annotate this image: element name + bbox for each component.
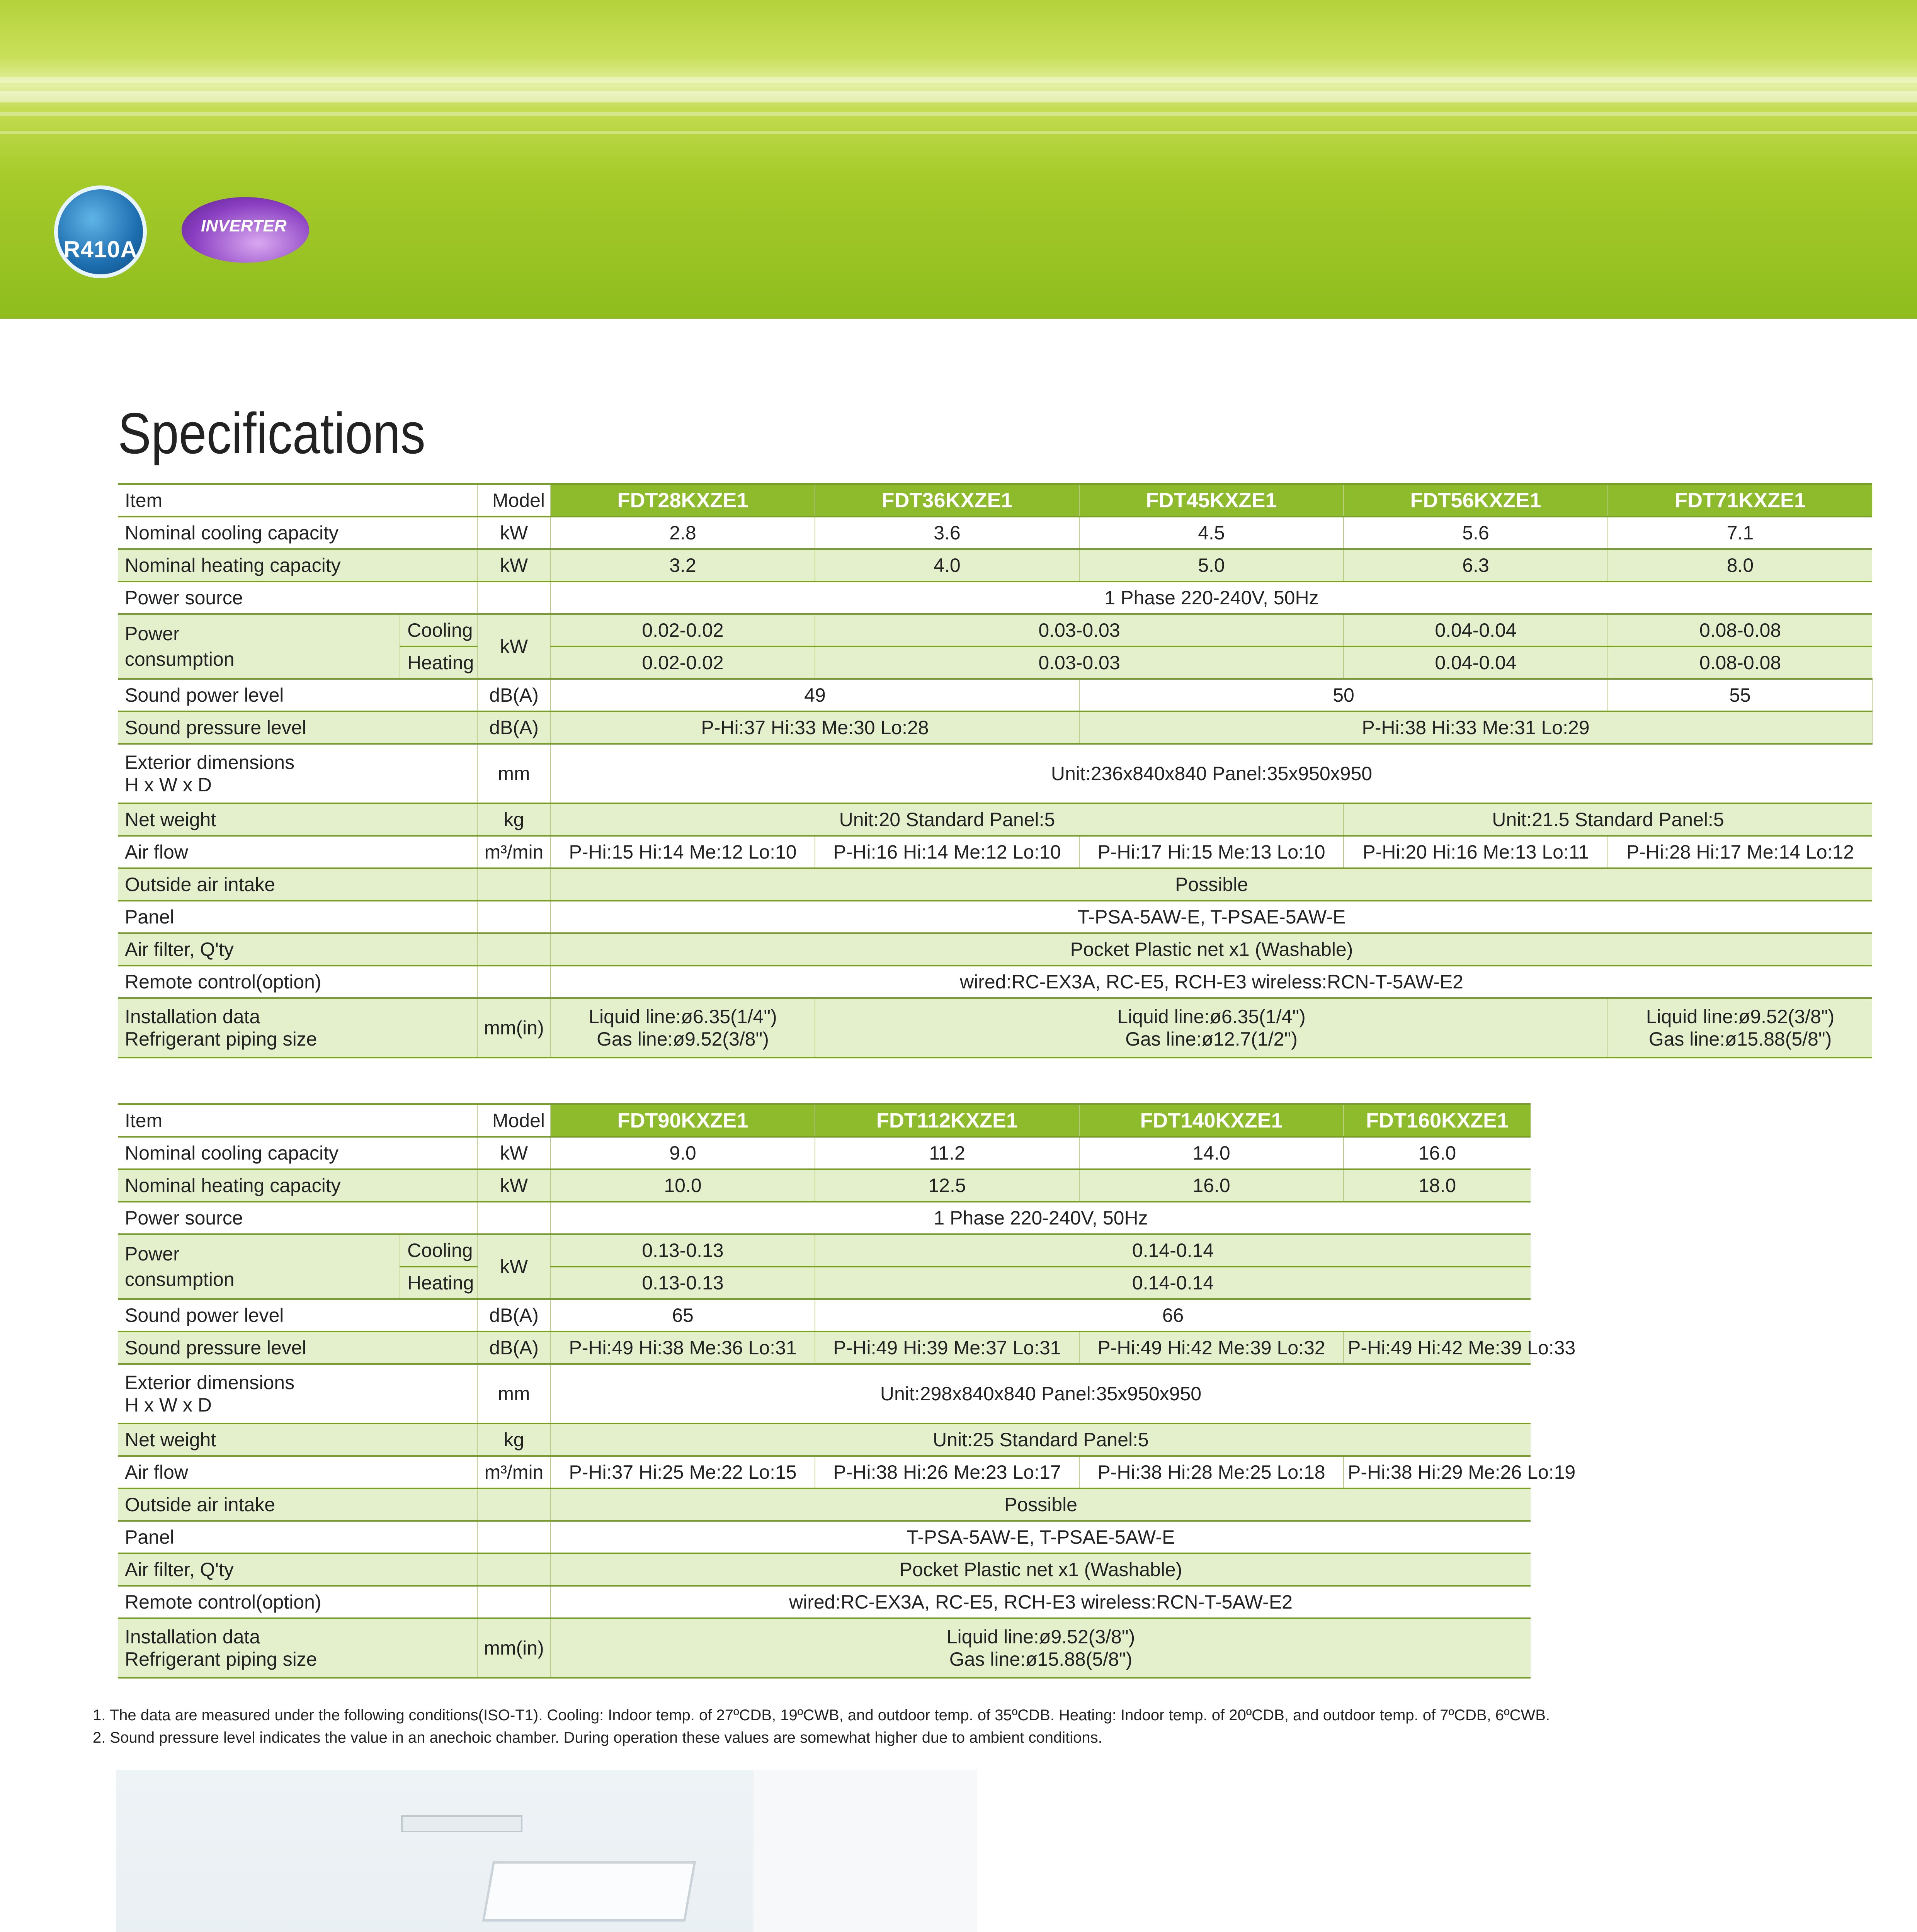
table-row: Heating 0.13-0.13 0.14-0.14: [118, 1267, 1531, 1299]
banner-streak: [0, 112, 1917, 116]
table-row: Remote control(option) wired:RC-EX3A, RC-E5, RCH-E3 wireless:RCN-T-5AW-E2: [118, 966, 1872, 998]
table-row: Net weight kg Unit:25 Standard Panel:5: [118, 1423, 1531, 1456]
page-title: Specifications: [118, 401, 425, 466]
table-row: Net weight kg Unit:20 Standard Panel:5 Unit:21.5 Standard Panel:5: [118, 803, 1872, 836]
model-header: FDT112KXZE1: [815, 1104, 1079, 1137]
table-row: Air flow m³/min P-Hi:15 Hi:14 Me:12 Lo:10 P-Hi:16 Hi:14 Me:12 Lo:10 P-Hi:17 Hi:15 Me:13 Lo:10 P-Hi:20 Hi:16 Me:13 Lo:11 P-Hi:28 Hi:17 Me:14 Lo:12: [118, 836, 1872, 868]
table-row: Heating 0.02-0.02 0.03-0.03 0.04-0.04 0.08-0.08: [118, 646, 1872, 679]
table-row: Air filter, Q'ty Pocket Plastic net x1 (Washable): [118, 1553, 1531, 1586]
table-row: Nominal heating capacity kW 10.0 12.5 16.0 18.0: [118, 1169, 1531, 1202]
table-row: Outside air intake Possible: [118, 868, 1872, 901]
table-row: Power consumption Cooling kW 0.02-0.02 0.03-0.03 0.04-0.04 0.08-0.08: [118, 614, 1872, 646]
model-header: FDT140KXZE1: [1079, 1104, 1344, 1137]
table-row: Installation data Refrigerant piping size mm(in) Liquid line:ø6.35(1/4") Gas line:ø9.52(3/8") Liquid line:ø6.35(1/4") Gas line:ø12.7(1/2") Liquid line:ø9.52(3/8") Gas line:ø15.88(5/8"): [118, 998, 1872, 1058]
spec-table-1: [118, 483, 1872, 1058]
model-header: FDT36KXZE1: [815, 484, 1079, 517]
table-row: Installation data Refrigerant piping size mm(in) Liquid line:ø9.52(3/8") Gas line:ø15.88(5/8"): [118, 1618, 1531, 1678]
banner-streak: [0, 77, 1917, 83]
footnote: 1. The data are measured under the following conditions(ISO-T1). Cooling: Indoor temp. of 27ºCDB, 19ºCWB, and outdoor temp. of 35ºCDB. Heating: Indoor temp. of 20ºCDB, and outdoor temp. of 7ºCDB, 6ºCWB.: [93, 1707, 1550, 1724]
footnotes: [93, 1704, 1550, 1749]
store-interior-illustration: [116, 1770, 977, 1932]
table-row: Item Model FDT90KXZE1 FDT112KXZE1 FDT140KXZE1 FDT160KXZE1: [118, 1104, 1531, 1137]
footnote: 2. Sound pressure level indicates the value in an anechoic chamber. During operation these values are somewhat higher due to ambient conditions.: [93, 1729, 1102, 1746]
table-row: Air filter, Q'ty Pocket Plastic net x1 (Washable): [118, 933, 1872, 966]
table-row: Power source 1 Phase 220-240V, 50Hz: [118, 582, 1872, 614]
table-row: Panel T-PSA-5AW-E, T-PSAE-5AW-E: [118, 901, 1872, 933]
model-header: FDT28KXZE1: [551, 484, 815, 517]
table-row: Remote control(option) wired:RC-EX3A, RC-E5, RCH-E3 wireless:RCN-T-5AW-E2: [118, 1586, 1531, 1618]
header-banner: [0, 0, 1917, 319]
banner-streak: [0, 91, 1917, 102]
table-row: Nominal cooling capacity kW 9.0 11.2 14.0 16.0: [118, 1137, 1531, 1169]
banner-streak: [0, 131, 1917, 134]
model-header: FDT160KXZE1: [1344, 1104, 1531, 1137]
table-row: Exterior dimensions H x W x D mm Unit:236x840x840 Panel:35x950x950: [118, 744, 1872, 803]
model-header: FDT56KXZE1: [1344, 484, 1608, 517]
inverter-logo: INVERTER: [182, 193, 309, 263]
store-interior-photo: [116, 1770, 977, 1932]
table-row: Outside air intake Possible: [118, 1488, 1531, 1521]
spec-table-2: [118, 1103, 1576, 1679]
model-header: FDT45KXZE1: [1079, 484, 1344, 517]
table-row: Nominal heating capacity kW 3.2 4.0 5.0 6.3 8.0: [118, 549, 1872, 582]
table-row: Power consumption Cooling kW 0.13-0.13 0.14-0.14: [118, 1234, 1531, 1267]
table-row: Sound power level dB(A) 65 66: [118, 1299, 1531, 1332]
r410a-logo: R410A: [54, 185, 147, 278]
table-row: Panel T-PSA-5AW-E, T-PSAE-5AW-E: [118, 1521, 1531, 1553]
model-header: FDT90KXZE1: [551, 1104, 815, 1137]
table-row: Air flow m³/min P-Hi:37 Hi:25 Me:22 Lo:15 P-Hi:38 Hi:26 Me:23 Lo:17 P-Hi:38 Hi:28 Me:25 Lo:18 P-Hi:38 Hi:29 Me:26 Lo:19: [118, 1456, 1531, 1488]
table-row: Sound pressure level dB(A) P-Hi:37 Hi:33 Me:30 Lo:28 P-Hi:38 Hi:33 Me:31 Lo:29: [118, 711, 1872, 744]
table-row: Exterior dimensions H x W x D mm Unit:298x840x840 Panel:35x950x950: [118, 1364, 1531, 1423]
table-row: Power source 1 Phase 220-240V, 50Hz: [118, 1202, 1531, 1234]
table-row: Item Model FDT28KXZE1 FDT36KXZE1 FDT45KXZE1 FDT56KXZE1 FDT71KXZE1: [118, 484, 1872, 517]
table-row: Sound power level dB(A) 49 50 55: [118, 679, 1872, 711]
table-row: Sound pressure level dB(A) P-Hi:49 Hi:38 Me:36 Lo:31 P-Hi:49 Hi:39 Me:37 Lo:31 P-Hi:49 Hi:42 Me:39 Lo:32 P-Hi:49 Hi:42 Me:39 Lo:33: [118, 1332, 1531, 1364]
table-row: Nominal cooling capacity kW 2.8 3.6 4.5 5.6 7.1: [118, 517, 1872, 549]
model-header: FDT71KXZE1: [1608, 484, 1872, 517]
